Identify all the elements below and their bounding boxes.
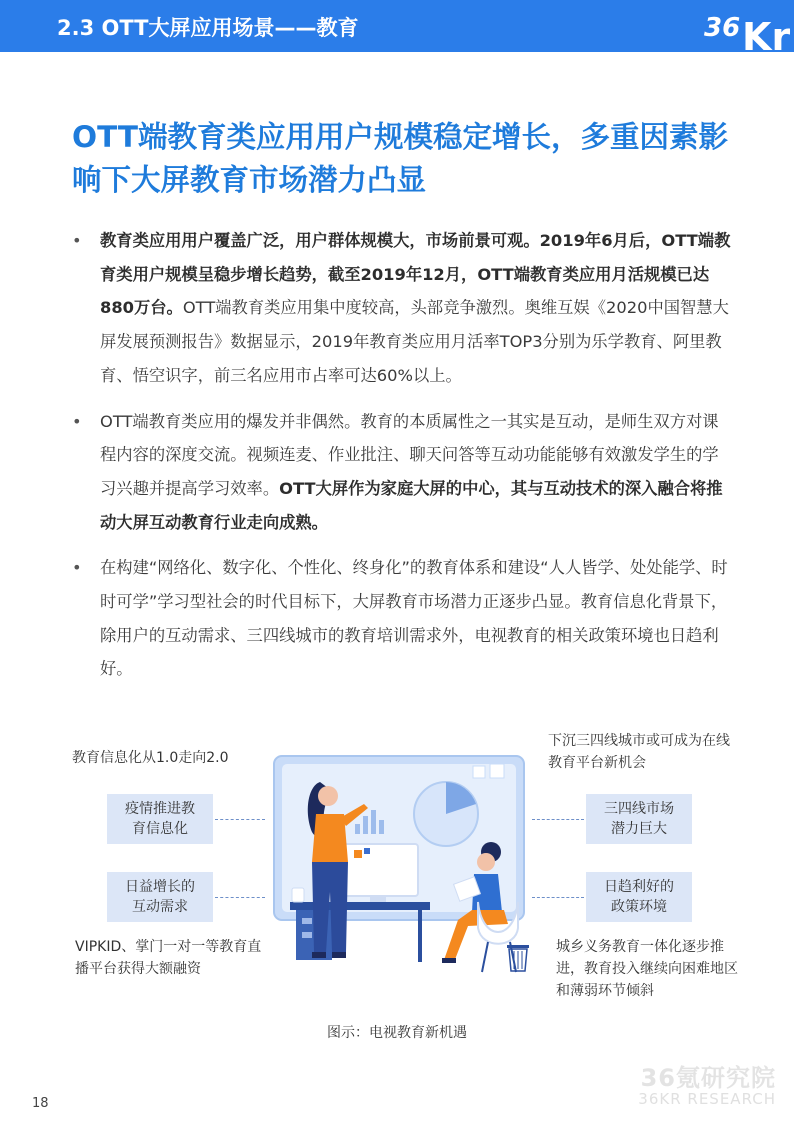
bullet-item-1 — [72, 224, 732, 393]
svg-text:Kr: Kr — [742, 15, 790, 52]
left-bottom-note: VIPKID、掌门一对一等教育直播平台获得大额融资 — [75, 939, 262, 977]
watermark-en: 36KR RESEARCH — [638, 1090, 776, 1108]
left-box-1-label: 疫情推进教育信息化 — [125, 801, 195, 837]
right-top-note: 下沉三四线城市或可成为在线教育平台新机会 — [548, 733, 730, 771]
left-connector-1 — [215, 819, 265, 820]
bullet-1-text: OTT端教育类应用集中度较高，头部竞争激烈。奥维互娱《2020中国智慧大屏发展预测报告》数据显示，2019年教育类应用月活率TOP3分别为乐学教育、阿里教育、悟空识字，前三名应用市占率可达60%以上。 — [100, 298, 729, 385]
figure-caption: 图示：电视教育新机遇 — [327, 1025, 467, 1041]
bullet-item-3 — [72, 551, 732, 686]
right-bottom-note: 城乡义务教育一体化逐步推进，教育投入继续向困难地区和薄弱环节倾斜 — [556, 939, 738, 999]
right-box-2-label: 日趋利好的政策环境 — [604, 879, 674, 915]
page-number: 18 — [32, 1096, 49, 1111]
right-box-policy — [586, 872, 692, 922]
left-box-interaction — [107, 872, 213, 922]
bullet-list — [72, 224, 732, 698]
bullet-2-bold: OTT大屏作为家庭大屏的中心，其与互动技术的深入融合将推动大屏互动教育行业走向成熟。 — [100, 478, 723, 532]
right-box-market — [586, 794, 692, 844]
section-title: 2.3 OTT大屏应用场景——教育 — [57, 16, 359, 40]
right-box-1-label: 三四线市场潜力巨大 — [604, 801, 674, 837]
left-connector-2 — [215, 897, 265, 898]
bullet-item-2 — [72, 405, 732, 540]
left-box-epidemic — [107, 794, 213, 844]
header-bar — [0, 0, 794, 52]
right-connector-2 — [532, 897, 584, 898]
left-top-note: 教育信息化从1.0走向2.0 — [72, 750, 229, 766]
bullet-1-bold: 教育类应用用户覆盖广泛，用户群体规模大，市场前景可观。2019年6月后，OTT端教育类用户规模呈稳步增长趋势，截至2019年12月，OTT端教育类应用月活规模已达880万台。 — [100, 231, 731, 318]
right-connector-1 — [532, 819, 584, 820]
page-headline: OTT端教育类应用用户规模稳定增长，多重因素影响下大屏教育市场潜力凸显 — [72, 120, 729, 197]
svg-text:36: 36 — [704, 13, 741, 43]
left-box-2-label: 日益增长的互动需求 — [125, 879, 195, 915]
bullet-3-text: 在构建“网络化、数字化、个性化、终身化”的教育体系和建设“人人皆学、处处能学、时时可学”学习型社会的时代目标下，大屏教育市场潜力正逐步凸显。教育信息化背景下，除用户的互动需求、三四线城市的教育培训需求外，电视教育的相关政策环境也日趋利好。 — [100, 558, 728, 679]
trash-bin-icon — [506, 944, 530, 972]
bullet-2-text: OTT端教育类应用的爆发并非偶然。教育的本质属性之一其实是互动，是师生双方对课程内容的深度交流。视频连麦、作业批注、聊天问答等互动功能能够有效激发学生的学习兴趣并提高学习效率。 — [100, 411, 719, 498]
watermark-cn: 36氪研究院 — [640, 1064, 776, 1092]
36kr-logo — [690, 2, 790, 52]
education-illustration — [268, 752, 528, 977]
